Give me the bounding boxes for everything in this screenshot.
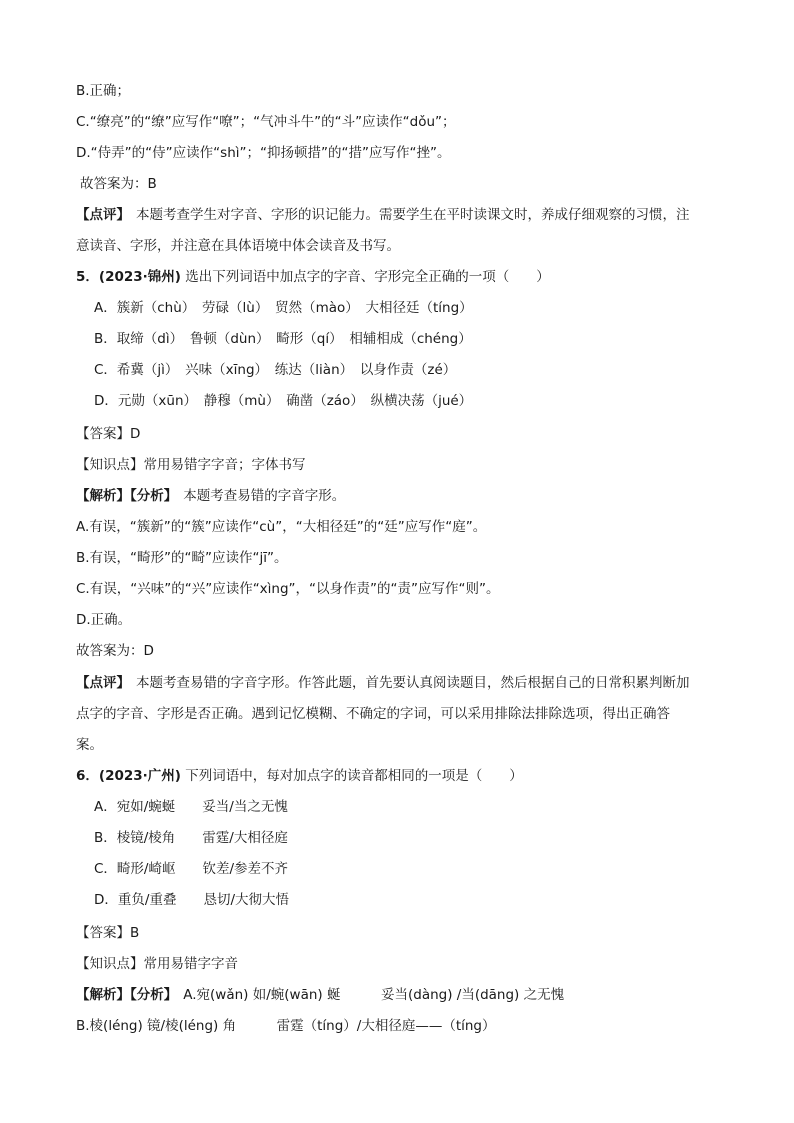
analysis-line [76,985,776,1005]
option-c: C．希冀（jì） 兴味（xīng） 练达（liàn） 以身作责（zé） [94,362,457,378]
option-b: B．取缔（dì） 鲁顿（dùn） 畸形（qí） 相辅相成（chéng） [94,331,472,347]
text-line: C.有误，“兴味”的“兴”应读作“xìng”，“以身作责”的“责”应写作“则”。 [76,581,500,597]
analysis-text: 本题考查易错的字音字形。 [183,488,346,504]
comment-tag: 【点评】 [76,207,130,223]
option-c: C．畸形/崎岖 钦差/参差不齐 [94,861,289,877]
text-line: C.“缭亮”的“缭”应写作“嘹”；“气冲斗牛”的“斗”应读作“dǒu”； [76,114,456,130]
question-5-title [76,267,776,287]
comment-text: 本题考查学生对字音、字形的识记能力。需要学生在平时读课文时，养成仔细观察的习惯，注 [136,207,690,223]
text-line: 意读音、字形，并注意在具体语境中体会读音及书写。 [76,238,400,254]
option-b: B．棱镜/棱角 雷霆/大相径庭 [94,830,288,846]
text-line: D.正确。 [76,612,132,628]
option-a: A．簇新（chù） 劳碌（lù） 贸然（mào） 大相径廷（tíng） [94,300,473,316]
knowledge-point: 【知识点】常用易错字字音 [76,956,238,972]
text-line: 案。 [76,737,103,753]
answer-line: 【答案】B [76,925,140,941]
text-line: 故答案为：B [80,176,157,192]
question-number: 5．(2023·锦州) [76,269,181,285]
text-line: B.有误，“畸形”的“畸”应读作“jī”。 [76,550,288,566]
question-text: 下列词语中，每对加点字的读音都相同的一项是（ ） [185,768,523,784]
option-d: D．重负/重叠 恳切/大彻大悟 [94,892,289,908]
text-line: B.棱(léng) 镜/棱(léng) 角 雷霆（tíng）/大相径庭——（tíng） [76,1018,496,1034]
question-6-title [76,766,776,786]
text-line: B.正确； [76,83,131,99]
option-a: A．宛如/蜿蜒 妥当/当之无愧 [94,799,288,815]
analysis-tag: 【解析】【分析】 [76,987,178,1003]
text-line: 故答案为：D [76,643,154,659]
analysis-line [76,486,776,506]
answer-line: 【答案】D [76,426,141,442]
question-text: 选出下列词语中加点字的字音、字形完全正确的一项（ ） [185,269,550,285]
analysis-tag: 【解析】【分析】 [76,488,178,504]
analysis-text: A.宛(wǎn) 如/蜿(wān) 蜒 妥当(dàng) /当(dāng) 之无愧 [183,987,565,1003]
text-line: A.有误，“簇新”的“簇”应读作“cù”，“大相径廷”的“廷”应写作“庭”。 [76,519,487,535]
comment-line [76,205,776,225]
text-line: D.“侍弄”的“侍”应读作“shì”；“抑扬顿措”的“措”应写作“挫”。 [76,145,451,161]
text-line: 点字的字音、字形是否正确。遇到记忆模糊、不确定的字词，可以采用排除法排除选项，得出正确答 [76,706,670,722]
comment-tag: 【点评】 [76,675,130,691]
option-d: D．元勋（xūn） 静穆（mù） 确凿（záo） 纵横决荡（jué） [94,393,473,409]
knowledge-point: 【知识点】常用易错字字音；字体书写 [76,457,306,473]
comment-line [76,673,776,693]
comment-text: 本题考查易错的字音字形。作答此题，首先要认真阅读题目，然后根据自己的日常积累判断加 [136,675,690,691]
question-number: 6．(2023·广州) [76,768,181,784]
